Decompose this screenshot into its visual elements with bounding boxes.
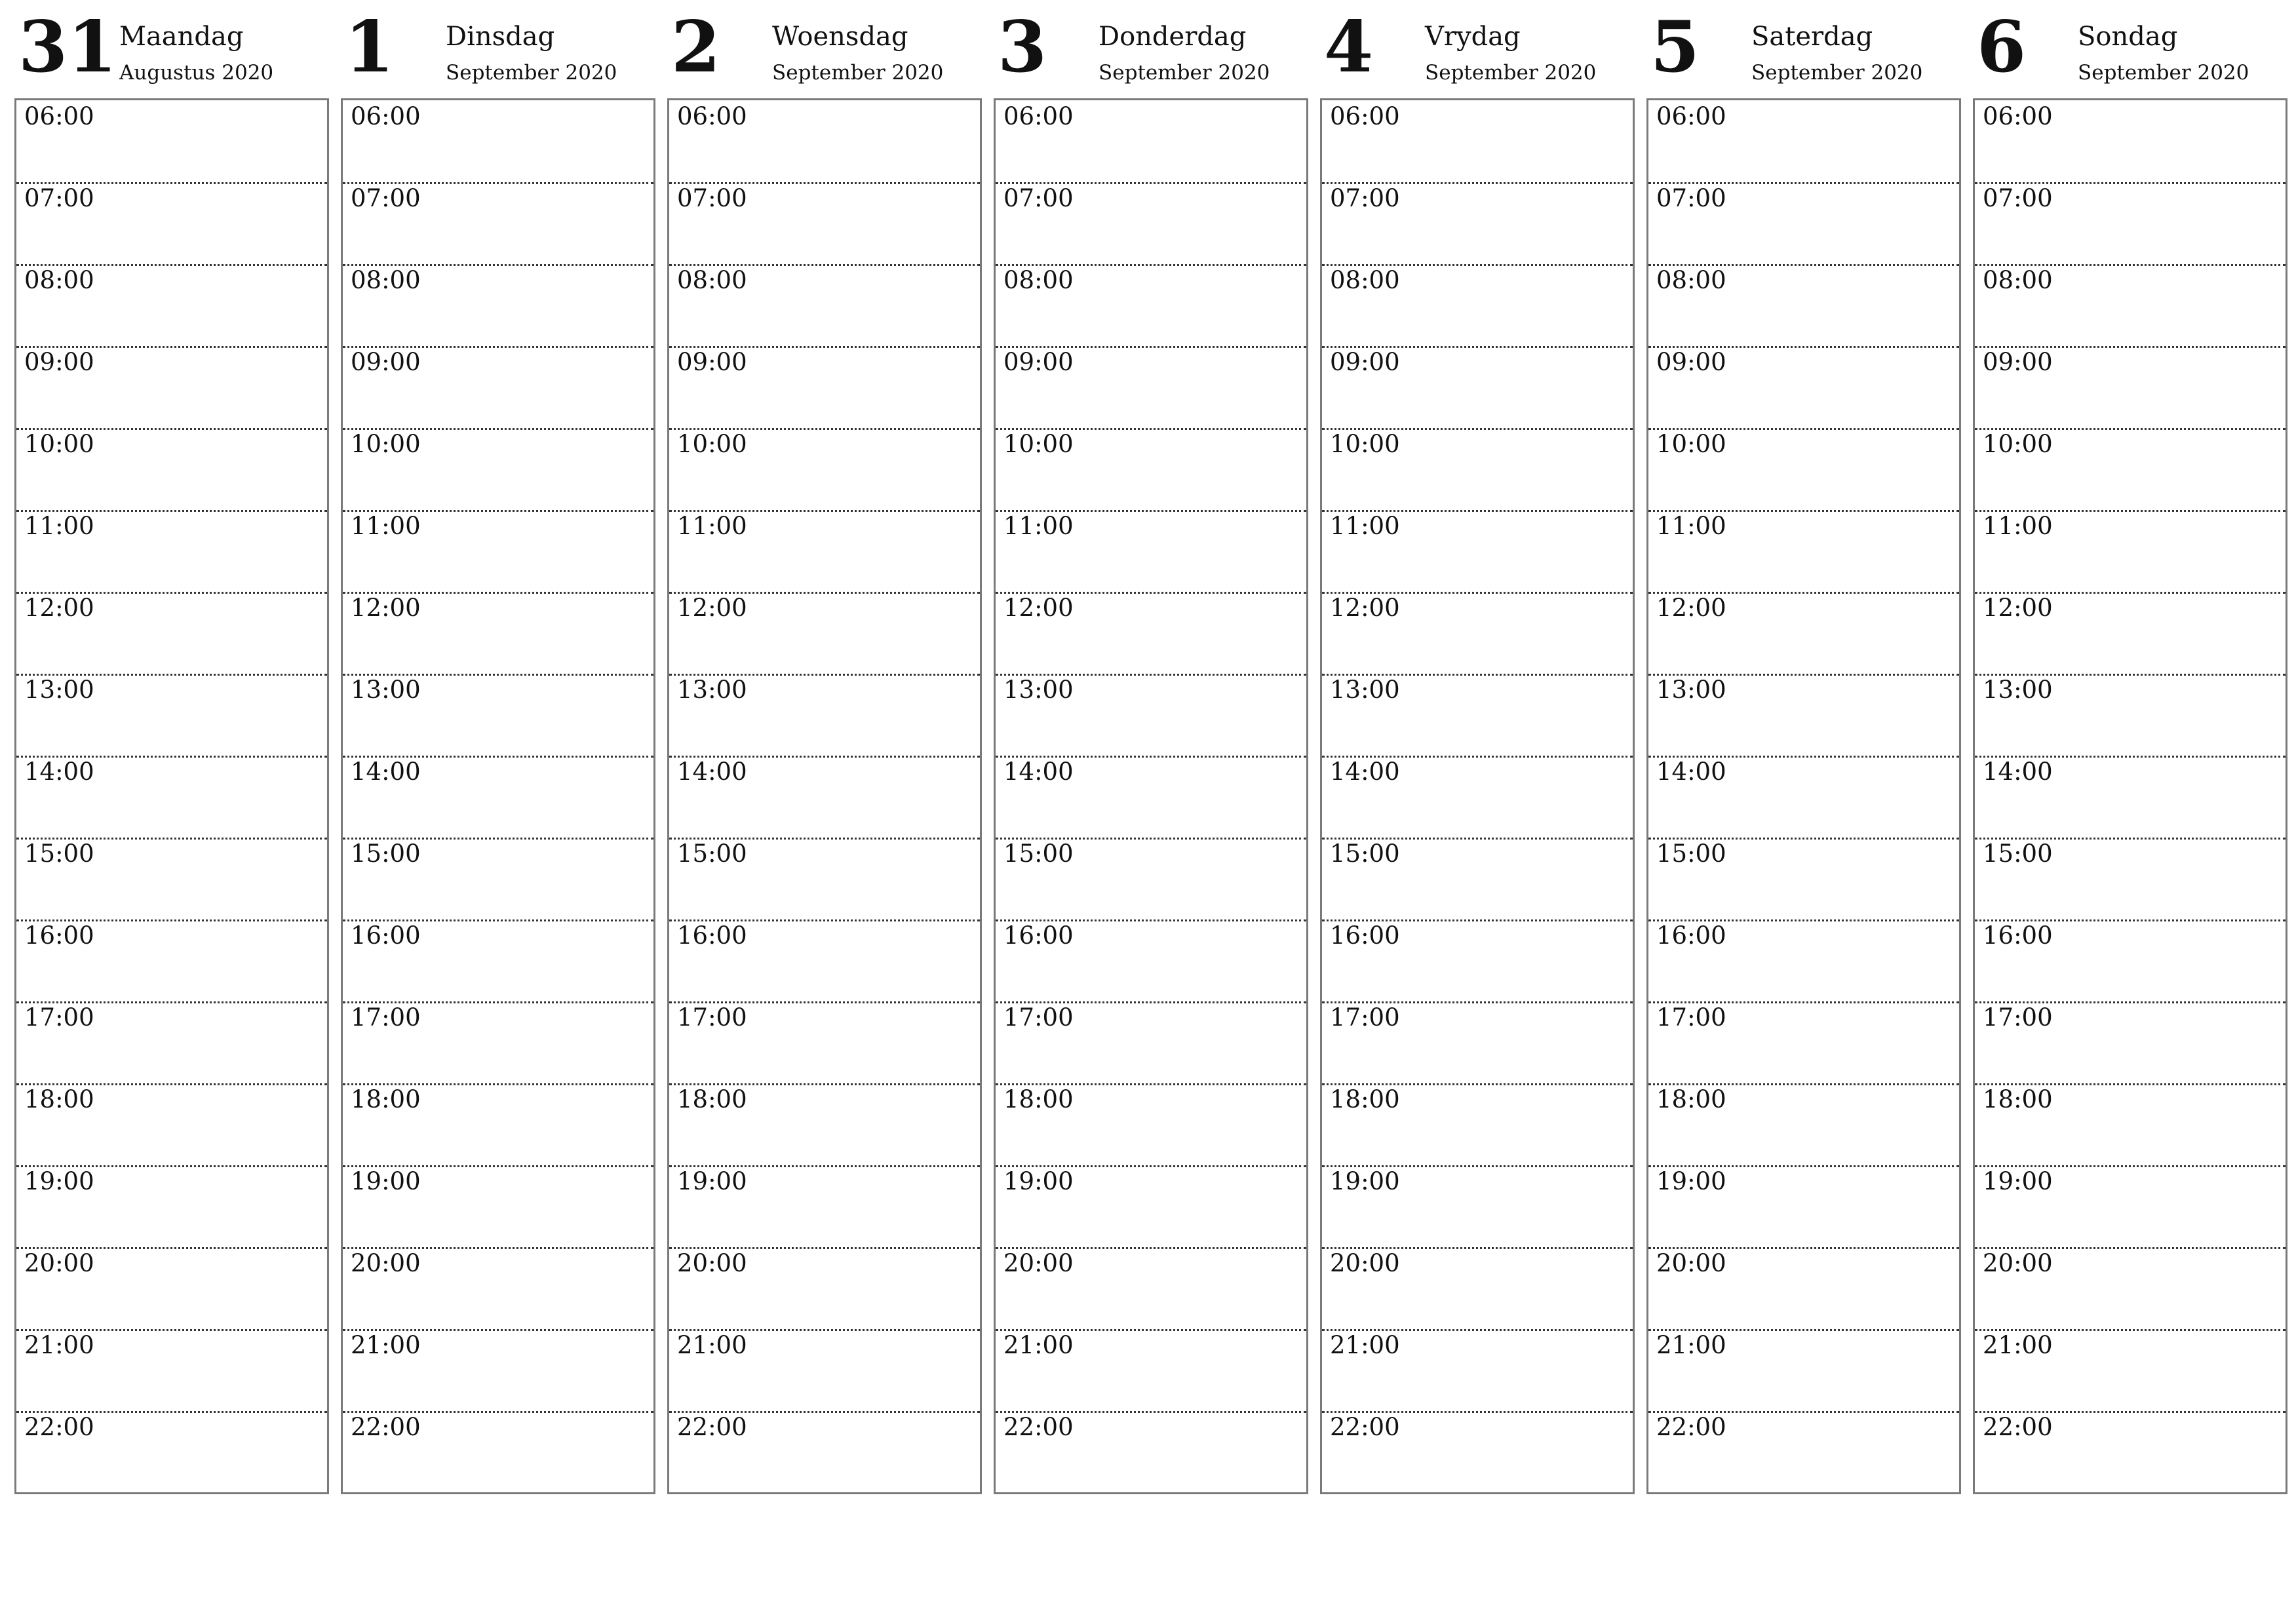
hour-slot[interactable]	[1975, 1083, 2286, 1167]
hour-label: 15:00	[677, 840, 747, 868]
hour-slot[interactable]	[16, 756, 327, 840]
hour-slot[interactable]	[1975, 674, 2286, 758]
hour-label: 21:00	[1330, 1331, 1400, 1359]
day-header	[14, 0, 328, 98]
hour-slot[interactable]	[669, 592, 980, 676]
hour-slot[interactable]	[1975, 756, 2286, 840]
hour-slot[interactable]	[1322, 919, 1633, 1003]
hour-slot[interactable]	[669, 1329, 980, 1413]
day-number: 2	[671, 6, 721, 88]
hour-slot[interactable]	[1648, 756, 1959, 840]
hour-slot[interactable]	[996, 100, 1306, 184]
day-weekday: Donderdag	[1099, 22, 1247, 52]
day-schedule-box	[1646, 98, 1961, 1494]
hour-label: 19:00	[1983, 1167, 2053, 1195]
day-month-year: September 2020	[1425, 61, 1597, 85]
day-header	[667, 0, 981, 98]
hour-slot[interactable]	[1322, 1411, 1633, 1493]
day-header	[1973, 0, 2286, 98]
hour-label: 17:00	[1983, 1003, 2053, 1032]
hour-slot[interactable]	[343, 1247, 653, 1331]
hour-label: 09:00	[677, 348, 747, 376]
hour-slot[interactable]	[343, 756, 653, 840]
hour-slot[interactable]	[1975, 346, 2286, 430]
hour-label: 20:00	[351, 1249, 421, 1277]
hour-label: 15:00	[351, 840, 421, 868]
hour-slot[interactable]	[1648, 919, 1959, 1003]
hour-label: 08:00	[1656, 266, 1726, 294]
hour-label: 14:00	[1003, 758, 1074, 786]
hour-label: 09:00	[24, 348, 94, 376]
hour-label: 12:00	[1330, 594, 1400, 622]
hour-slot[interactable]	[1322, 756, 1633, 840]
hour-slot[interactable]	[16, 1329, 327, 1413]
hour-label: 13:00	[1656, 676, 1726, 704]
hour-label: 07:00	[351, 184, 421, 212]
hour-label: 13:00	[1330, 676, 1400, 704]
hour-slot[interactable]	[343, 100, 653, 184]
hour-label: 06:00	[1003, 102, 1074, 130]
hour-slot[interactable]	[343, 1165, 653, 1249]
hour-label: 20:00	[1983, 1249, 2053, 1277]
hour-slot[interactable]	[16, 1411, 327, 1493]
day-column	[341, 0, 654, 1501]
day-schedule-box	[1973, 98, 2287, 1494]
hour-label: 17:00	[351, 1003, 421, 1032]
hour-slot[interactable]	[1648, 1247, 1959, 1331]
day-schedule-box	[994, 98, 1308, 1494]
hour-label: 13:00	[1983, 676, 2053, 704]
hour-label: 08:00	[1983, 266, 2053, 294]
day-month-year: September 2020	[2078, 61, 2249, 85]
day-column	[14, 0, 328, 1501]
hour-label: 16:00	[1983, 921, 2053, 950]
hour-label: 14:00	[677, 758, 747, 786]
hour-slot[interactable]	[1975, 1411, 2286, 1493]
day-number: 4	[1324, 6, 1374, 88]
hour-label: 22:00	[1330, 1413, 1400, 1441]
hour-slot[interactable]	[1975, 428, 2286, 512]
hour-label: 11:00	[1330, 512, 1400, 540]
hour-slot[interactable]	[669, 346, 980, 430]
day-column	[667, 0, 981, 1501]
hour-slot[interactable]	[16, 1083, 327, 1167]
hour-label: 06:00	[24, 102, 94, 130]
hour-label: 06:00	[677, 102, 747, 130]
hour-slot[interactable]	[669, 100, 980, 184]
hour-slot[interactable]	[16, 510, 327, 594]
hour-slot[interactable]	[1322, 838, 1633, 921]
hour-slot[interactable]	[1975, 1001, 2286, 1085]
hour-slot[interactable]	[669, 1165, 980, 1249]
hour-slot[interactable]	[996, 428, 1306, 512]
hour-label: 12:00	[677, 594, 747, 622]
hour-label: 08:00	[24, 266, 94, 294]
hour-label: 18:00	[1983, 1085, 2053, 1113]
hour-slot[interactable]	[343, 510, 653, 594]
hour-slot[interactable]	[1648, 1165, 1959, 1249]
hour-label: 21:00	[1003, 1331, 1074, 1359]
hour-slot[interactable]	[996, 919, 1306, 1003]
hour-label: 18:00	[24, 1085, 94, 1113]
hour-label: 15:00	[1656, 840, 1726, 868]
hour-slot[interactable]	[669, 510, 980, 594]
hour-label: 07:00	[1656, 184, 1726, 212]
hour-slot[interactable]	[343, 182, 653, 266]
hour-slot[interactable]	[669, 756, 980, 840]
hour-slot[interactable]	[996, 1083, 1306, 1167]
hour-label: 14:00	[24, 758, 94, 786]
hour-label: 17:00	[677, 1003, 747, 1032]
hour-label: 20:00	[1003, 1249, 1074, 1277]
hour-label: 11:00	[24, 512, 94, 540]
day-column	[1973, 0, 2286, 1501]
day-schedule-box	[667, 98, 982, 1494]
hour-label: 10:00	[1656, 430, 1726, 458]
hour-slot[interactable]	[996, 510, 1306, 594]
hour-label: 19:00	[1656, 1167, 1726, 1195]
day-number: 5	[1650, 6, 1700, 88]
hour-label: 16:00	[351, 921, 421, 950]
hour-slot[interactable]	[1322, 428, 1633, 512]
hour-label: 21:00	[1983, 1331, 2053, 1359]
hour-label: 06:00	[1656, 102, 1726, 130]
hour-slot[interactable]	[669, 1001, 980, 1085]
hour-label: 07:00	[1330, 184, 1400, 212]
day-month-year: September 2020	[446, 61, 617, 85]
hour-label: 13:00	[351, 676, 421, 704]
hour-slot[interactable]	[996, 346, 1306, 430]
hour-slot[interactable]	[1975, 1247, 2286, 1331]
hour-slot[interactable]	[343, 346, 653, 430]
hour-label: 16:00	[1003, 921, 1074, 950]
hour-label: 12:00	[351, 594, 421, 622]
hour-label: 17:00	[1656, 1003, 1726, 1032]
hour-label: 18:00	[1656, 1085, 1726, 1113]
hour-slot[interactable]	[343, 838, 653, 921]
hour-label: 19:00	[1003, 1167, 1074, 1195]
hour-slot[interactable]	[16, 264, 327, 348]
hour-label: 12:00	[1003, 594, 1074, 622]
hour-slot[interactable]	[1322, 264, 1633, 348]
day-schedule-box	[14, 98, 329, 1494]
hour-label: 07:00	[24, 184, 94, 212]
day-column	[994, 0, 1307, 1501]
hour-label: 09:00	[1003, 348, 1074, 376]
hour-label: 22:00	[351, 1413, 421, 1441]
hour-slot[interactable]	[1975, 1329, 2286, 1413]
hour-slot[interactable]	[1322, 674, 1633, 758]
day-header	[1320, 0, 1633, 98]
hour-slot[interactable]	[996, 674, 1306, 758]
hour-label: 15:00	[24, 840, 94, 868]
hour-slot[interactable]	[1648, 838, 1959, 921]
hour-label: 16:00	[1656, 921, 1726, 950]
hour-label: 18:00	[351, 1085, 421, 1113]
hour-label: 09:00	[1330, 348, 1400, 376]
hour-label: 06:00	[351, 102, 421, 130]
hour-label: 20:00	[1656, 1249, 1726, 1277]
hour-label: 21:00	[351, 1331, 421, 1359]
hour-slot[interactable]	[1975, 1165, 2286, 1249]
hour-label: 10:00	[351, 430, 421, 458]
hour-slot[interactable]	[996, 592, 1306, 676]
hour-slot[interactable]	[16, 674, 327, 758]
hour-slot[interactable]	[996, 838, 1306, 921]
hour-slot[interactable]	[1648, 1329, 1959, 1413]
hour-label: 22:00	[677, 1413, 747, 1441]
hour-slot[interactable]	[16, 592, 327, 676]
day-weekday: Woensdag	[772, 22, 908, 52]
hour-slot[interactable]	[1648, 1411, 1959, 1493]
day-month-year: September 2020	[1099, 61, 1270, 85]
hour-label: 09:00	[1656, 348, 1726, 376]
day-weekday: Saterdag	[1751, 22, 1873, 52]
hour-label: 16:00	[24, 921, 94, 950]
hour-slot[interactable]	[343, 674, 653, 758]
day-number: 6	[1977, 6, 2027, 88]
hour-label: 08:00	[1330, 266, 1400, 294]
hour-label: 20:00	[24, 1249, 94, 1277]
hour-slot[interactable]	[1322, 510, 1633, 594]
hour-label: 18:00	[1330, 1085, 1400, 1113]
hour-label: 09:00	[351, 348, 421, 376]
hour-label: 18:00	[677, 1085, 747, 1113]
hour-slot[interactable]	[1322, 182, 1633, 266]
hour-slot[interactable]	[1975, 838, 2286, 921]
hour-slot[interactable]	[343, 1001, 653, 1085]
hour-label: 21:00	[677, 1331, 747, 1359]
hour-label: 06:00	[1983, 102, 2053, 130]
hour-label: 20:00	[1330, 1249, 1400, 1277]
hour-label: 21:00	[24, 1331, 94, 1359]
hour-slot[interactable]	[1648, 346, 1959, 430]
hour-slot[interactable]	[996, 1165, 1306, 1249]
hour-label: 11:00	[351, 512, 421, 540]
day-header	[994, 0, 1307, 98]
hour-label: 15:00	[1330, 840, 1400, 868]
hour-slot[interactable]	[1322, 1001, 1633, 1085]
hour-slot[interactable]	[669, 182, 980, 266]
hour-slot[interactable]	[1648, 1083, 1959, 1167]
hour-slot[interactable]	[16, 838, 327, 921]
day-number: 3	[998, 6, 1047, 88]
hour-label: 19:00	[24, 1167, 94, 1195]
day-month-year: Augustus 2020	[119, 61, 274, 85]
hour-slot[interactable]	[996, 264, 1306, 348]
hour-slot[interactable]	[669, 1083, 980, 1167]
hour-slot[interactable]	[343, 919, 653, 1003]
hour-slot[interactable]	[669, 1411, 980, 1493]
hour-label: 22:00	[1983, 1413, 2053, 1441]
hour-label: 11:00	[1983, 512, 2053, 540]
day-month-year: September 2020	[1751, 61, 1923, 85]
hour-slot[interactable]	[16, 100, 327, 184]
day-weekday: Vrydag	[1425, 22, 1521, 52]
hour-slot[interactable]	[1975, 919, 2286, 1003]
hour-label: 07:00	[1983, 184, 2053, 212]
hour-slot[interactable]	[1322, 346, 1633, 430]
hour-slot[interactable]	[1648, 264, 1959, 348]
hour-slot[interactable]	[669, 428, 980, 512]
day-column	[1646, 0, 1960, 1501]
hour-label: 10:00	[677, 430, 747, 458]
hour-label: 14:00	[1330, 758, 1400, 786]
hour-slot[interactable]	[996, 1001, 1306, 1085]
day-weekday: Sondag	[2078, 22, 2178, 52]
hour-label: 20:00	[677, 1249, 747, 1277]
hour-label: 08:00	[1003, 266, 1074, 294]
hour-label: 09:00	[1983, 348, 2053, 376]
hour-label: 17:00	[1330, 1003, 1400, 1032]
hour-label: 18:00	[1003, 1085, 1074, 1113]
day-schedule-box	[1320, 98, 1635, 1494]
hour-label: 07:00	[677, 184, 747, 212]
hour-label: 12:00	[1983, 594, 2053, 622]
hour-slot[interactable]	[1322, 1247, 1633, 1331]
hour-slot[interactable]	[1322, 592, 1633, 676]
hour-label: 06:00	[1330, 102, 1400, 130]
hour-label: 21:00	[1656, 1331, 1726, 1359]
day-column	[1320, 0, 1633, 1501]
hour-slot[interactable]	[1975, 592, 2286, 676]
day-weekday: Maandag	[119, 22, 244, 52]
hour-slot[interactable]	[1648, 1001, 1959, 1085]
hour-slot[interactable]	[343, 1411, 653, 1493]
hour-slot[interactable]	[343, 1083, 653, 1167]
hour-label: 14:00	[1983, 758, 2053, 786]
day-header	[341, 0, 654, 98]
hour-label: 10:00	[1983, 430, 2053, 458]
hour-slot[interactable]	[16, 346, 327, 430]
hour-slot[interactable]	[16, 182, 327, 266]
hour-slot[interactable]	[1648, 100, 1959, 184]
hour-slot[interactable]	[996, 1247, 1306, 1331]
hour-label: 10:00	[24, 430, 94, 458]
hour-slot[interactable]	[1648, 592, 1959, 676]
hour-label: 14:00	[1656, 758, 1726, 786]
hour-slot[interactable]	[343, 592, 653, 676]
hour-label: 10:00	[1330, 430, 1400, 458]
hour-slot[interactable]	[16, 428, 327, 512]
hour-label: 22:00	[24, 1413, 94, 1441]
hour-label: 12:00	[24, 594, 94, 622]
hour-label: 13:00	[677, 676, 747, 704]
hour-label: 10:00	[1003, 430, 1074, 458]
hour-slot[interactable]	[1322, 100, 1633, 184]
hour-slot[interactable]	[996, 1411, 1306, 1493]
hour-label: 17:00	[1003, 1003, 1074, 1032]
hour-label: 11:00	[1656, 512, 1726, 540]
hour-slot[interactable]	[1975, 182, 2286, 266]
hour-label: 13:00	[1003, 676, 1074, 704]
hour-slot[interactable]	[996, 756, 1306, 840]
hour-slot[interactable]	[16, 919, 327, 1003]
day-month-year: September 2020	[772, 61, 944, 85]
hour-label: 16:00	[1330, 921, 1400, 950]
hour-label: 19:00	[1330, 1167, 1400, 1195]
day-number: 31	[18, 6, 117, 88]
hour-label: 15:00	[1983, 840, 2053, 868]
hour-slot[interactable]	[16, 1165, 327, 1249]
hour-label: 22:00	[1003, 1413, 1074, 1441]
hour-slot[interactable]	[1975, 510, 2286, 594]
hour-slot[interactable]	[343, 1329, 653, 1413]
hour-slot[interactable]	[1648, 510, 1959, 594]
hour-label: 19:00	[677, 1167, 747, 1195]
hour-label: 14:00	[351, 758, 421, 786]
hour-slot[interactable]	[996, 1329, 1306, 1413]
hour-slot[interactable]	[343, 428, 653, 512]
hour-slot[interactable]	[1648, 182, 1959, 266]
hour-label: 19:00	[351, 1167, 421, 1195]
hour-slot[interactable]	[996, 182, 1306, 266]
hour-label: 22:00	[1656, 1413, 1726, 1441]
hour-slot[interactable]	[1322, 1329, 1633, 1413]
hour-label: 08:00	[351, 266, 421, 294]
hour-slot[interactable]	[1975, 100, 2286, 184]
hour-slot[interactable]	[1322, 1165, 1633, 1249]
hour-slot[interactable]	[1322, 1083, 1633, 1167]
hour-slot[interactable]	[16, 1001, 327, 1085]
hour-slot[interactable]	[16, 1247, 327, 1331]
day-header	[1646, 0, 1960, 98]
hour-label: 13:00	[24, 676, 94, 704]
weekly-planner	[14, 0, 2287, 1501]
hour-label: 17:00	[24, 1003, 94, 1032]
day-schedule-box	[341, 98, 655, 1494]
hour-slot[interactable]	[669, 838, 980, 921]
hour-slot[interactable]	[1648, 428, 1959, 512]
hour-slot[interactable]	[1648, 674, 1959, 758]
day-weekday: Dinsdag	[446, 22, 555, 52]
hour-slot[interactable]	[1975, 264, 2286, 348]
hour-slot[interactable]	[669, 674, 980, 758]
hour-slot[interactable]	[343, 264, 653, 348]
hour-slot[interactable]	[669, 264, 980, 348]
hour-label: 16:00	[677, 921, 747, 950]
day-number: 1	[345, 6, 395, 88]
hour-label: 11:00	[1003, 512, 1074, 540]
hour-label: 15:00	[1003, 840, 1074, 868]
hour-slot[interactable]	[669, 919, 980, 1003]
hour-label: 11:00	[677, 512, 747, 540]
hour-label: 07:00	[1003, 184, 1074, 212]
hour-label: 12:00	[1656, 594, 1726, 622]
hour-slot[interactable]	[669, 1247, 980, 1331]
hour-label: 08:00	[677, 266, 747, 294]
